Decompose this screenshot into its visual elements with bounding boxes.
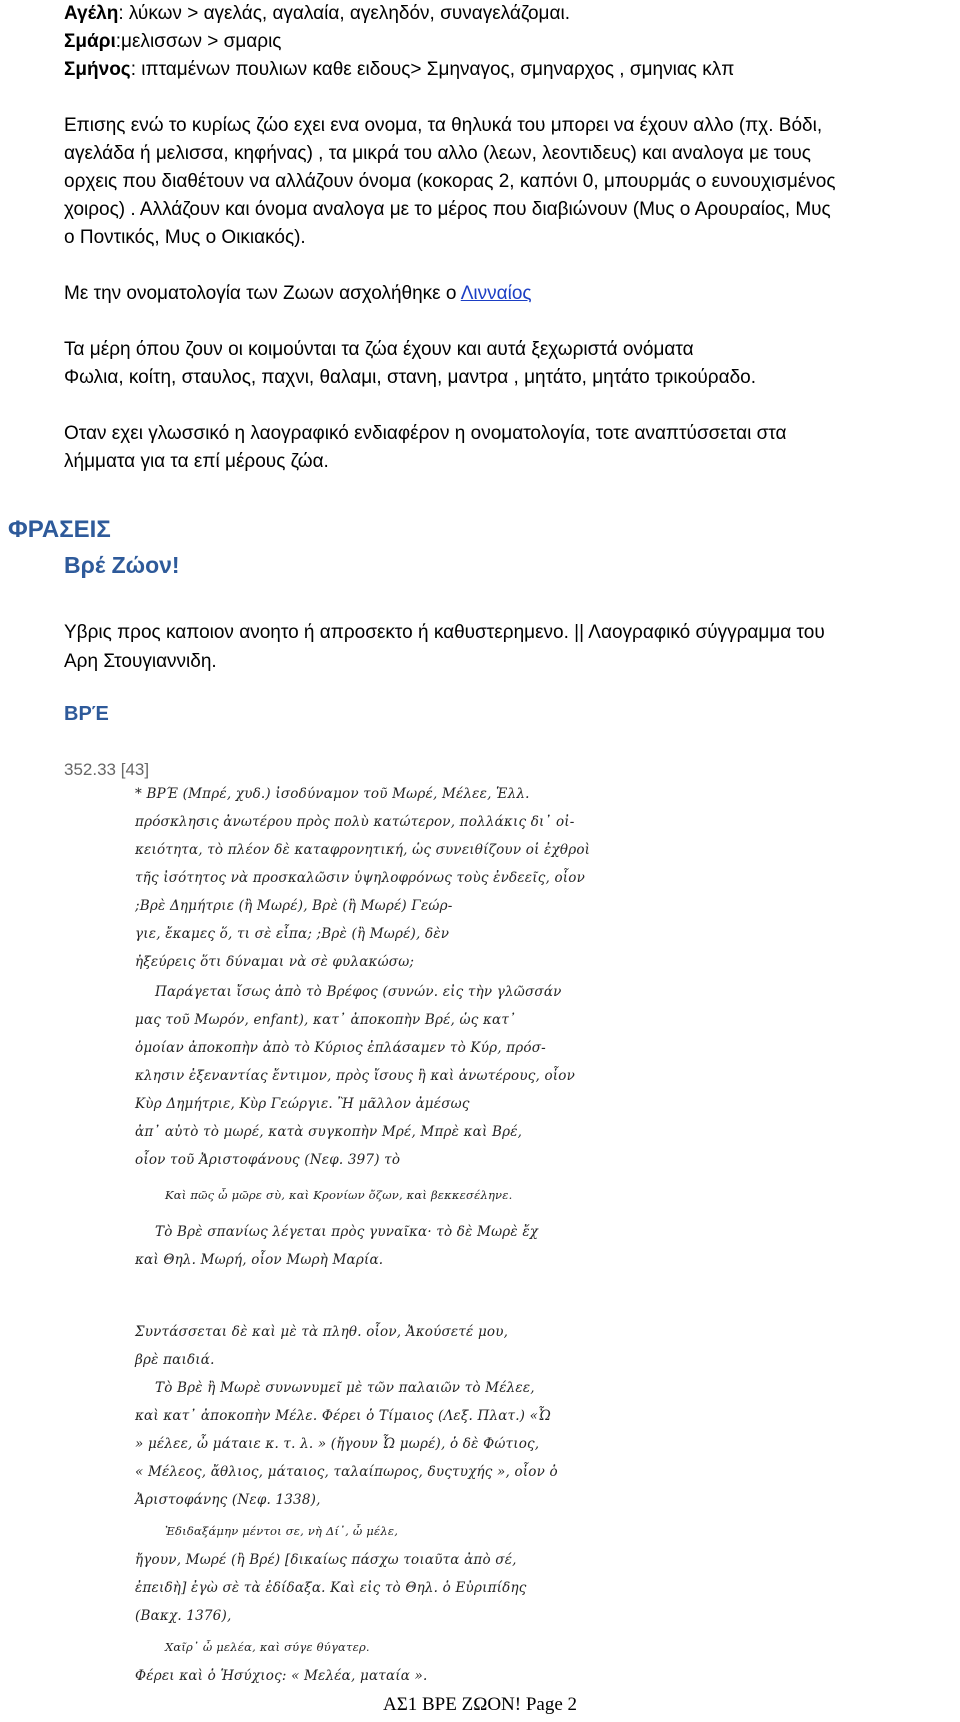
scan-line: μας τοῦ Μωρόν, enfant), κατ᾽ ἀποκοπὴν Βρέ, ὡς κατ᾽ [135, 1012, 516, 1028]
definition-agelh [64, 0, 960, 28]
scan-line: Κὺρ Δημήτριε, Κὺρ Γεώργιε. Ἢ μᾶλλον ἀμέσως [135, 1096, 470, 1112]
reference-number: 352.33 [43] [64, 760, 150, 779]
scan-line: » μέλεε, ὦ μάταιε κ. τ. λ. » (ἤγουν Ὦ μωρέ), ὁ δὲ Φώτιος, [135, 1436, 540, 1452]
scan-line: (Βακχ. 1376), [135, 1608, 232, 1624]
entry-heading: ΒΡΈ [64, 703, 109, 725]
scan-line: ἀπ᾽ αὐτὸ τὸ μωρέ, κατὰ συγκοπὴν Μρέ, Μπρὲ καὶ Βρέ, [135, 1124, 523, 1140]
scan-line: Συντάσσεται δὲ καὶ μὲ τὰ πληθ. οἷον, Ἀκούσετέ μου, [135, 1324, 509, 1340]
paragraph-names-by-gender [64, 112, 960, 252]
scan-line: Φέρει καὶ ὁ Ἡσύχιος: « Μελέα, ματαία ». [135, 1668, 428, 1684]
scan-line: κλησιν ἐξεναντίας ἔντιμον, πρὸς ἴσους ἢ καὶ ἀνωτέρους, οἷον [135, 1068, 576, 1084]
scanned-dictionary-excerpt [135, 782, 605, 1684]
paragraph-text: Με την ονοματολογία των Ζωων ασχολήθηκε ο [64, 283, 461, 304]
text-line: Επισης ενώ το κυρίως ζώο εχει ενα ονομα, τα θηλυκά του μπορει να έχουν αλλο (πχ. Βόδι, [64, 115, 823, 136]
scan-line: καὶ Θηλ. Μωρή, οἷον Μωρὴ Μαρία. [135, 1252, 384, 1268]
definition-term: Σμήνος [64, 59, 131, 80]
paragraph-linnaeus [64, 280, 960, 308]
paragraph-linguistic-interest [64, 420, 960, 476]
text-line: Υβρις προς καποιον ανοητο ή απροσεκτο ή καθυστερημενο. || Λαογραφικό σύγγραμμα του [64, 622, 825, 643]
scan-line: Τὸ Βρὲ ἢ Μωρὲ συνωνυμεῖ μὲ τῶν παλαιῶν τὸ Μέλεε, [155, 1380, 535, 1396]
scan-line: κειότητα, τὸ πλέον δὲ καταφρονητική, ὡς συνειθίζουν οἱ ἐχθροὶ [135, 842, 591, 858]
scan-quote-line: Χαῖρ᾽ ὦ μελέα, καὶ σύγε θύγατερ. [165, 1640, 370, 1654]
scan-line: ἠξεύρεις ὅτι δύναμαι νὰ σὲ φυλακώσω; [135, 954, 415, 970]
scan-quote-line: Καὶ πῶς ὦ μῶρε σὺ, καὶ Κρονίων ὄζων, καὶ βεκκεσέληνε. [165, 1188, 513, 1202]
text-line: ο Ποντικός, Μυς ο Οικιακός). [64, 227, 306, 248]
scan-quote-line: Ἐδιδαξάμην μέντοι σε, νὴ Δί᾽, ὦ μέλε, [165, 1524, 399, 1538]
scan-line: ;Βρὲ Δημήτριε (ἢ Μωρέ), Βρὲ (ἢ Μωρέ) Γεώρ- [135, 898, 453, 914]
definition-text: : λύκων > αγελάς, αγαλαία, αγεληδόν, συναγελάζομαι. [118, 3, 570, 24]
scan-line: Τὸ Βρὲ σπανίως λέγεται πρὸς γυναῖκα· τὸ δὲ Μωρὲ ἔχ [155, 1224, 539, 1240]
definition-text: : ιπταμένων πουλιων καθε ειδους> Σμηναγος, σμηναρχος , σμηνιας κλπ [130, 59, 735, 80]
text-line: χοιρος) . Αλλάζουν και όνομα αναλογα με το μέρος που διαβιώνουν (Μυς ο Αρουραίος, Μυς [64, 199, 831, 220]
section-heading-phrases: ΦΡΑΣΕΙΣ [8, 516, 111, 543]
scan-line: οἷον τοῦ Ἀριστοφάνους (Νεφ. 397) τὸ [135, 1152, 401, 1168]
paragraph-animal-places [64, 336, 960, 392]
document-body [64, 0, 960, 476]
definition-term: Σμάρι [64, 31, 116, 52]
scan-line: βρὲ παιδιά. [135, 1352, 215, 1368]
phrase-heading: Βρέ Ζώον! [64, 552, 180, 578]
text-line: Φωλια, κοίτη, σταυλος, παχνι, θαλαμι, στανη, μαντρα , μητάτο, μητάτο τρικούραδο. [64, 367, 756, 388]
definition-text: :μελισσων > σμαρις [115, 31, 282, 52]
scan-line: Ἀριστοφάνης (Νεφ. 1338), [135, 1492, 321, 1508]
definitions-block [64, 0, 960, 84]
page-footer: ΑΣ1 ΒΡΕ ΖΩΟΝ! Page 2 [382, 1694, 578, 1715]
scan-line: ὁμοίαν ἀποκοπὴν ἀπὸ τὸ Κύριος ἐπλάσαμεν τὸ Κύρ, πρόσ- [135, 1040, 546, 1056]
definition-term: Αγέλη [64, 3, 119, 24]
phrase-explanation [64, 618, 954, 676]
definition-smhnos [64, 56, 960, 84]
scan-line: γιε, ἔκαμες ὅ, τι σὲ εἶπα; ;Βρὲ (ἢ Μωρέ), δὲν [135, 926, 450, 942]
scan-line: Παράγεται ἴσως ἀπὸ τὸ Βρέφος (συνών. εἰς τὴν γλῶσσάν [155, 984, 562, 1000]
scan-line: τῆς ἰσότητος νὰ προσκαλῶσιν ὑψηλοφρόνως τοὺς ἐνδεεῖς, οἷον [135, 870, 586, 886]
text-line: λήμματα για τα επί μέρους ζώα. [64, 451, 329, 472]
scan-line: πρόσκλησις ἀνωτέρου πρὸς πολὺ κατώτερον, πολλάκις δι᾽ οἰ- [135, 814, 575, 830]
text-line: αγελάδα ή μελισσα, κηφήνας) , τα μικρά του αλλο (λεων, λεοντιδευς) και αναλογα με τους [64, 143, 811, 164]
scan-line: ἐπειδὴ] ἐγὼ σὲ τὰ ἐδίδαξα. Καὶ εἰς τὸ Θηλ. ὁ Εὐριπίδης [135, 1580, 527, 1596]
scan-line: « Μέλεος, ἄθλιος, μάταιος, ταλαίπωρος, δυςτυχής », οἷον ὁ [135, 1464, 558, 1480]
linnaeus-link[interactable]: Λινναίος [460, 283, 532, 304]
text-line: ορχεις που διαθέτουν να αλλάζουν όνομα (κοκορας 2, καπόνι 0, μπουρμάς ο ευνουχισμένος [64, 171, 836, 192]
scan-line: καὶ κατ᾽ ἀποκοπὴν Μέλε. Φέρει ὁ Τίμαιος (Λεξ. Πλατ.) «Ὦ [135, 1408, 551, 1424]
scan-line: ἤγουν, Μωρέ (ἢ Βρέ) [δικαίως πάσχω τοιαῦτα ἀπὸ σέ, [135, 1552, 517, 1568]
scan-line: * ΒΡΈ (Μπρέ, χυδ.) ἰσοδύναμον τοῦ Μωρέ, Μέλεε, Ἑλλ. [135, 786, 530, 802]
definition-smari [64, 28, 960, 56]
text-line: Αρη Στουγιαννιδη. [64, 651, 217, 672]
text-line: Τα μέρη όπου ζουν οι κοιμούνται τα ζώα έχουν και αυτά ξεχωριστά ονόματα [64, 339, 694, 360]
text-line: Οταν εχει γλωσσικό η λαογραφικό ενδιαφέρον η ονοματολογία, τοτε αναπτύσσεται στα [64, 423, 787, 444]
